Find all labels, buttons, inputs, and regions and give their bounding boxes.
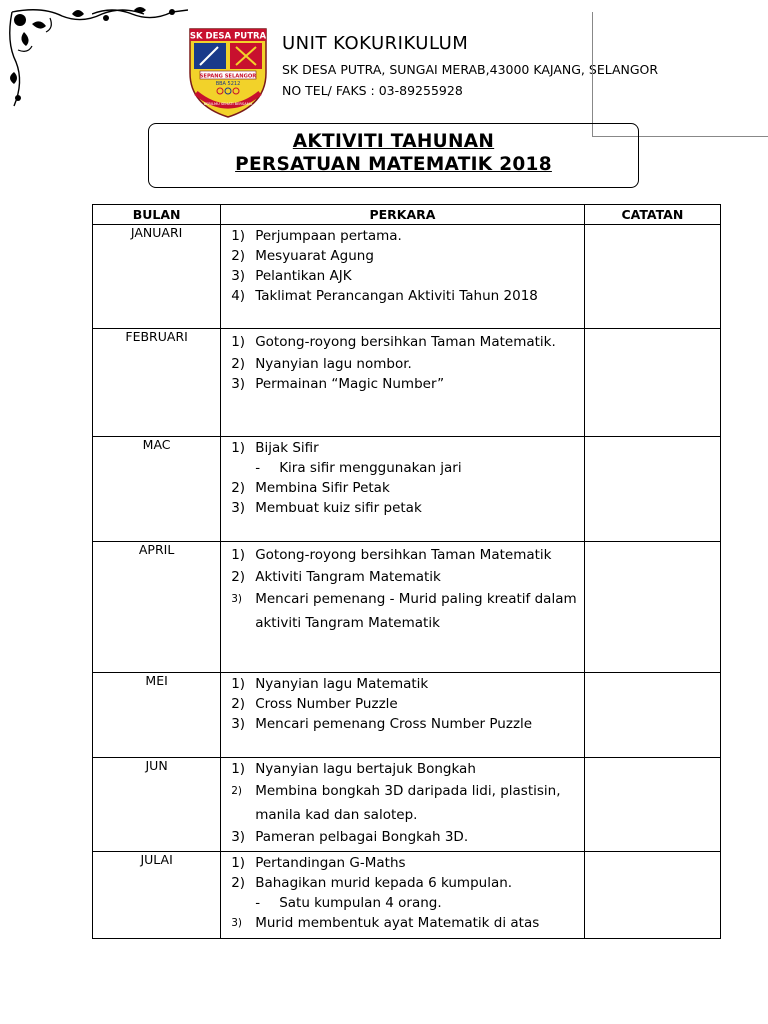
list-item xyxy=(231,674,580,694)
school-phone: NO TEL/ FAKS : 03-89255928 xyxy=(282,83,463,98)
list-item-text: Cross Number Puzzle xyxy=(255,696,398,712)
list-item-number: 3) xyxy=(231,917,242,929)
activity-list xyxy=(221,437,584,522)
svg-text:BBA 5212: BBA 5212 xyxy=(215,81,241,87)
month-cell: JANUARI xyxy=(93,225,221,329)
list-item-text: Nyanyian lagu bertajuk Bongkah xyxy=(255,761,476,777)
table-row xyxy=(93,542,721,673)
list-item-number: 2) xyxy=(231,356,246,372)
list-item xyxy=(231,266,580,286)
table-row xyxy=(93,437,721,542)
notes-cell xyxy=(584,852,720,939)
list-item-text: Perjumpaan pertama. xyxy=(255,228,402,244)
list-item-text: Bahagikan murid kepada 6 kumpulan. xyxy=(255,875,513,891)
list-item-text: Mencari pemenang - Murid paling kreatif dalam aktiviti Tangram Matematik xyxy=(255,591,577,631)
list-item-text: Membina bongkah 3D daripada lidi, plastisin, manila kad dan salotep. xyxy=(255,783,561,823)
svg-text:BERILMU SEHATI BERSAMA: BERILMU SEHATI BERSAMA xyxy=(203,102,253,106)
list-item-number: - xyxy=(255,895,261,911)
document-title-box xyxy=(148,123,639,188)
document-title-line-1: AKTIVITI TAHUNAN xyxy=(292,131,495,152)
list-item-text: Nyanyian lagu Matematik xyxy=(255,676,429,692)
table-header-row xyxy=(93,205,721,225)
list-item-text: Bijak Sifir xyxy=(255,440,319,456)
list-item xyxy=(231,478,580,498)
list-item xyxy=(231,498,580,518)
list-item xyxy=(231,827,580,847)
top-border-ornament xyxy=(92,2,188,32)
activity-list xyxy=(221,758,584,851)
list-item xyxy=(231,913,580,933)
activities-cell xyxy=(221,852,585,939)
list-item-number: 3) xyxy=(231,829,246,845)
corner-ornament-top-right xyxy=(18,2,19,3)
activity-list xyxy=(221,225,584,310)
column-header-notes: CATATAN xyxy=(584,205,720,225)
list-item xyxy=(231,543,580,567)
list-item xyxy=(231,587,580,635)
notes-cell xyxy=(584,329,720,437)
list-item-number: 4) xyxy=(231,288,246,304)
list-item-number: 1) xyxy=(231,547,246,563)
list-item-text: Aktiviti Tangram Matematik xyxy=(255,569,441,585)
list-item-text: Pameran pelbagai Bongkah 3D. xyxy=(255,829,469,845)
list-item-text: Gotong-royong bersihkan Taman Matematik xyxy=(255,547,552,563)
list-item xyxy=(231,438,580,458)
list-item-number: 2) xyxy=(231,785,242,797)
activities-cell xyxy=(221,225,585,329)
month-cell: MEI xyxy=(93,673,221,758)
table-row xyxy=(93,758,721,852)
activities-cell xyxy=(221,329,585,437)
list-item-number: 3) xyxy=(231,500,246,516)
list-item xyxy=(231,853,580,873)
list-item-text: Gotong-royong bersihkan Taman Matematik. xyxy=(255,334,556,350)
activities-cell xyxy=(221,758,585,852)
list-item-number: - xyxy=(255,460,261,476)
table-body xyxy=(93,225,721,939)
list-item-text: Membuat kuiz sifir petak xyxy=(255,500,422,516)
document-title-line-2: PERSATUAN MATEMATIK 2018 xyxy=(235,154,552,175)
month-cell: JULAI xyxy=(93,852,221,939)
list-item xyxy=(231,759,580,779)
activity-list xyxy=(221,542,584,639)
corner-frame xyxy=(592,12,768,137)
list-item xyxy=(231,873,580,893)
list-item-number: 1) xyxy=(231,334,246,350)
list-item xyxy=(231,354,580,374)
activity-list xyxy=(221,673,584,738)
list-item-text: Taklimat Perancangan Aktiviti Tahun 2018 xyxy=(255,288,538,304)
list-item-number: 2) xyxy=(231,569,246,585)
list-item xyxy=(231,779,580,827)
list-item-number: 1) xyxy=(231,761,246,777)
list-item xyxy=(231,714,580,734)
list-item-number: 3) xyxy=(231,268,246,284)
list-item-text: Permainan “Magic Number” xyxy=(255,376,445,392)
list-item-number: 3) xyxy=(231,593,242,605)
activities-cell xyxy=(221,673,585,758)
month-cell: FEBRUARI xyxy=(93,329,221,437)
school-address: SK DESA PUTRA, SUNGAI MERAB,43000 KAJANG, SELANGOR xyxy=(282,62,659,77)
notes-cell xyxy=(584,758,720,852)
list-item-number: 2) xyxy=(231,875,246,891)
notes-cell xyxy=(584,437,720,542)
list-item-text: Murid membentuk ayat Matematik di atas xyxy=(255,915,540,931)
table-row xyxy=(93,225,721,329)
list-item xyxy=(231,226,580,246)
list-item-number: 1) xyxy=(231,676,246,692)
column-header-month: BULAN xyxy=(93,205,221,225)
activity-list xyxy=(221,852,584,937)
notes-cell xyxy=(584,542,720,673)
school-logo xyxy=(186,27,270,119)
list-item-number: 2) xyxy=(231,480,246,496)
list-item xyxy=(231,286,580,306)
month-cell: MAC xyxy=(93,437,221,542)
list-item xyxy=(231,246,580,266)
svg-text:SK DESA PUTRA: SK DESA PUTRA xyxy=(189,31,267,42)
list-item xyxy=(231,330,580,354)
notes-cell xyxy=(584,225,720,329)
activities-cell xyxy=(221,437,585,542)
list-item-text: Pertandingan G-Maths xyxy=(255,855,406,871)
list-item-text: Kira sifir menggunakan jari xyxy=(279,460,462,476)
column-header-items: PERKARA xyxy=(221,205,585,225)
activity-schedule-table xyxy=(92,204,721,939)
list-item-number: 1) xyxy=(231,440,246,456)
list-item xyxy=(231,567,580,587)
list-item-text: Satu kumpulan 4 orang. xyxy=(279,895,442,911)
unit-title: UNIT KOKURIKULUM xyxy=(282,33,469,54)
table-row xyxy=(93,329,721,437)
list-item-number: 1) xyxy=(231,855,246,871)
svg-text:SEPANG SELANGOR: SEPANG SELANGOR xyxy=(199,73,257,80)
list-item-number: 1) xyxy=(231,228,246,244)
list-item-text: Pelantikan AJK xyxy=(255,268,352,284)
list-item-text: Membina Sifir Petak xyxy=(255,480,390,496)
list-item xyxy=(231,374,580,394)
list-item-text: Nyanyian lagu nombor. xyxy=(255,356,412,372)
activity-list xyxy=(221,329,584,398)
list-item-number: 3) xyxy=(231,376,246,392)
activities-cell xyxy=(221,542,585,673)
notes-cell xyxy=(584,673,720,758)
list-item-number: 2) xyxy=(231,696,246,712)
table-row xyxy=(93,673,721,758)
list-item-text: Mesyuarat Agung xyxy=(255,248,374,264)
month-cell: JUN xyxy=(93,758,221,852)
list-item-number: 3) xyxy=(231,716,246,732)
month-cell: APRIL xyxy=(93,542,221,673)
list-item xyxy=(231,893,580,913)
list-item xyxy=(231,458,580,478)
list-item xyxy=(231,694,580,714)
list-item-text: Mencari pemenang Cross Number Puzzle xyxy=(255,716,533,732)
table-row xyxy=(93,852,721,939)
list-item-number: 2) xyxy=(231,248,246,264)
